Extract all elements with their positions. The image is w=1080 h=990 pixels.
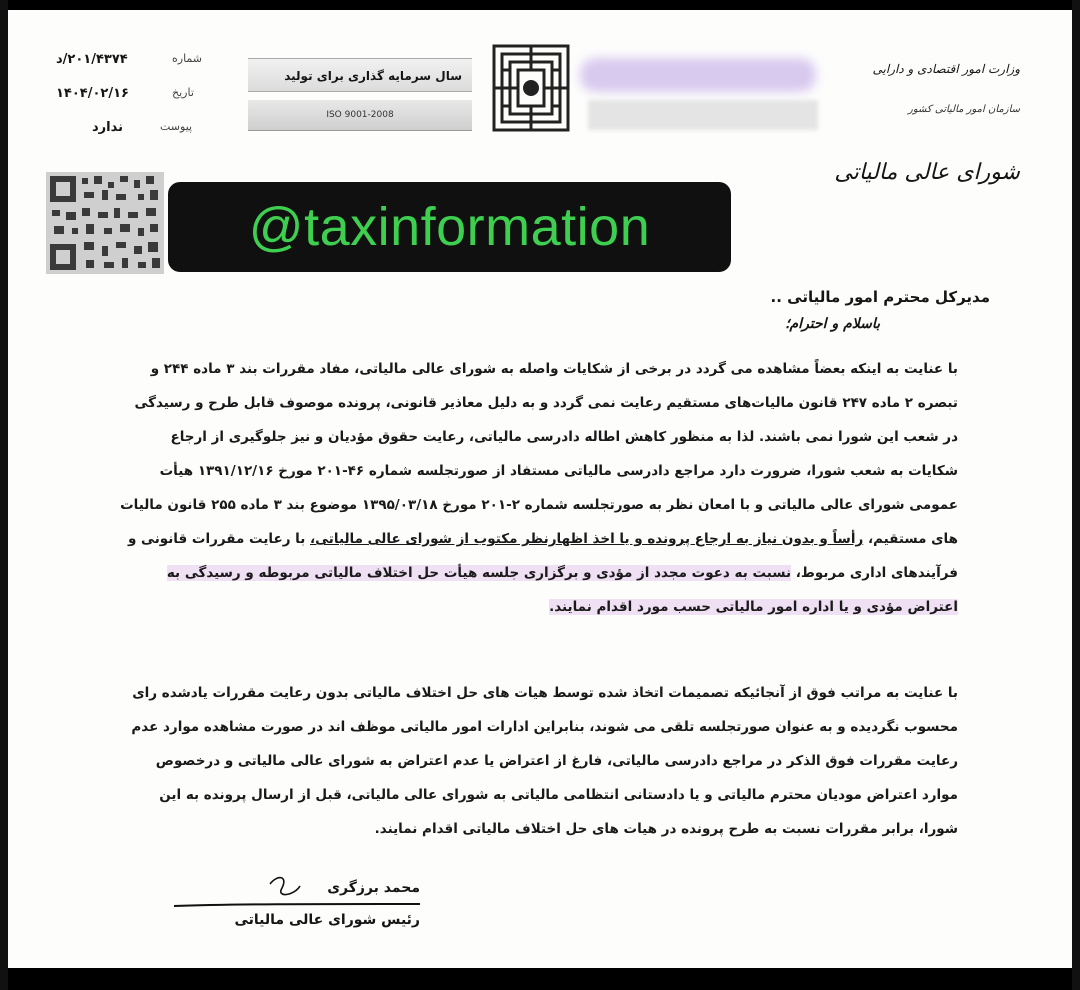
letter-paragraph-2: با عنایت به مراتب فوق از آنجائیکه تصمیمات اتخاذ شده توسط هیات های حل اختلاف مالیاتی بدون رعایت مقررات یادشده رای محسوب نگردیده و به عنوان صورتجلسه تلقی می شوند، بنابراین ادارات امور مالیاتی موظف اند در صورت مشاهده موارد عدم رعایت مقررات فوق الذکر در مراجع دادرسی مالیاتی، فارغ از اعتراض یا عدم اعتراض به شورای عالی مالیاتی و درخصوص موارد اعتراض مودیان محترم مالیاتی و یا دادستانی انتظامی مالیاتی به شورای عالی مالیاتی، قبل از ارسال پرونده به این شورا، برابر مقررات نسبت به طرح پرونده در هیات های حل اختلاف مالیاتی اقدام نمایند. xyxy=(131,685,958,837)
paragraph-1-underlined-text: رأساً و بدون نیاز به ارجاع پرونده و یا اخذ اظهارنظر مکتوب از شورای عالی مالیاتی، xyxy=(310,531,864,547)
letter-paragraph-1 xyxy=(120,352,958,624)
letter-attachment-label: پیوست xyxy=(160,120,193,133)
letter-attachment: ندارد xyxy=(92,120,124,135)
image-border-top xyxy=(0,0,1080,10)
council-title: شورای عالی مالیاتی xyxy=(834,160,1020,185)
tax-organization-emblem-icon xyxy=(488,40,574,136)
iso-mark: ISO 9001-2008 xyxy=(248,100,472,131)
letter-greeting: باسلام و احترام؛ xyxy=(785,316,880,332)
paragraph-1-highlighted-text: نسبت به دعوت مجدد از مؤدی و برگزاری جلسه هیأت حل اختلاف مالیاتی مربوطه و رسیدگی به اعتراض مؤدی و یا اداره امور مالیاتی حسب مورد اقدام نمایند. xyxy=(166,565,958,615)
image-border-left xyxy=(0,0,8,990)
letter-number: ۲۰۱/۴۳۷۴/د xyxy=(56,52,128,67)
watermark-handle: @taxinformation xyxy=(168,182,731,272)
year-slogan: سال سرمایه گذاری برای تولید xyxy=(248,58,472,92)
ministry-name: وزارت امور اقتصادی و دارایی xyxy=(872,62,1020,76)
letter-number-label: شماره xyxy=(172,52,203,65)
redacted-logo-text xyxy=(580,58,816,92)
signatory-title: رئیس شورای عالی مالیاتی xyxy=(234,912,420,928)
paragraph-1-text-b: با رعایت مقررات قانونی و فرآیندهای اداری مربوط، xyxy=(127,531,958,581)
letter-date-label: تاریخ xyxy=(172,86,194,99)
letter-addressee: مدیرکل محترم امور مالیاتی .. xyxy=(770,288,990,306)
redacted-logo-subtext xyxy=(588,100,818,130)
signatory-name: محمد برزگری xyxy=(327,880,420,896)
letter-date: ۱۴۰۴/۰۲/۱۶ xyxy=(56,86,129,101)
blurred-qr-code-icon xyxy=(46,172,164,274)
image-border-bottom xyxy=(0,968,1080,990)
organization-name: سازمان امور مالیاتی کشور xyxy=(908,104,1020,115)
paragraph-1-text-a: با عنایت به اینکه بعضاً مشاهده می گردد در برخی از شکایات واصله به شورای عالی مالیاتی، مفاد مقررات بند ۳ ماده ۲۴۴ و تبصره ۲ ماده ۲۴۷ قانون مالیات‌های مستقیم رعایت نمی گردد و به دلیل معاذیر قانونی، پرونده موصوف قابل طرح و رسیدگی در شعب این شورا نمی باشند. لذا به منظور کاهش اطاله دادرسی مالیاتی، رعایت حقوق مؤدیان و نیز جلوگیری از ارجاع شکایات به شعب شورا، ضرورت دارد مراجع دادرسی مالیاتی مستفاد از صورتجلسه شماره ۴۶-۲۰۱ مورخ ۱۳۹۱/۱۲/۱۶ هیأت عمومی شورای عالی مالیاتی و با امعان نظر به صورتجلسه شماره ۲-۲۰۱ مورخ ۱۳۹۵/۰۳/۱۸ موضوع بند ۳ ماده ۲۵۵ قانون مالیات های مستقیم، xyxy=(120,361,958,547)
image-border-right xyxy=(1072,0,1080,990)
